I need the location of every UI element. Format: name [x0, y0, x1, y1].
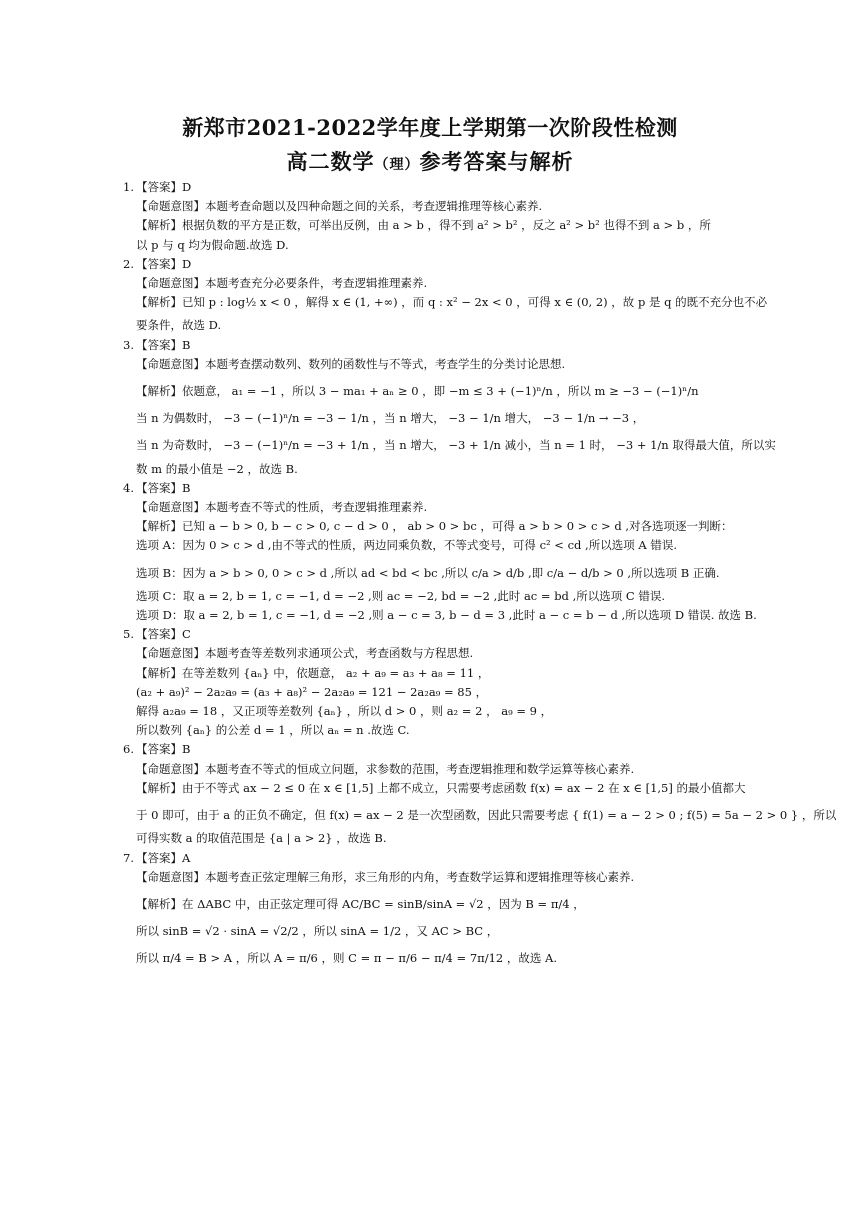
intent-line: 【命题意图】本题考查命题以及四种命题之间的关系，考查逻辑推理等核心素养.: [136, 199, 543, 214]
answer-label: 【答案】B: [136, 480, 191, 495]
analysis-line: 所以 sinB = √2 · sinA = √2/2 ，所以 sinA = 1/2 ，又 AC > BC ，: [136, 924, 499, 939]
subtitle-main: 高二数学: [286, 149, 375, 174]
analysis-line: 可得实数 a 的取值范围是 {a | a > 2} ，故选 B.: [136, 831, 387, 846]
subtitle-tail: 参考答案与解析: [419, 149, 574, 174]
analysis-line: 【解析】已知 p : log½ x < 0 ，解得 x ∈ (1, +∞) ，而 q : x² − 2x < 0 ，可得 x ∈ (0, 2) ，故 p 是 q 的既不充分也不必: [136, 295, 768, 310]
question-6: [116, 740, 837, 848]
analysis-line: 【解析】在 ΔABC 中，由正弦定理可得 AC/BC = sinB/sinA = √2 ，因为 B = π/4 ，: [136, 896, 585, 911]
analysis-line: 于 0 即可，由于 a 的正负不确定，但 f(x) = ax − 2 是一次型函数，因此只需要考虑 { f(1) = a − 2 > 0 ; f(5) = 5a − 2 > 0 } ，所以: [136, 808, 837, 823]
question-5: [116, 625, 736, 740]
question-number: 6.: [123, 742, 134, 757]
intent-line: 【命题意图】本题考查等差数列求通项公式，考查函数与方程思想.: [136, 646, 474, 661]
answer-label: 【答案】A: [136, 850, 191, 865]
analysis-line: 以 p 与 q 均为假命题.故选 D.: [136, 237, 289, 252]
subtitle-paren: （理）: [374, 157, 420, 173]
question-number: 3.: [123, 337, 134, 352]
analysis-line: 【解析】已知 a − b > 0, b − c > 0, c − d > 0 ， ab > 0 > bc ，可得 a > b > 0 > c > d ,对各选项逐一判断：: [136, 519, 733, 534]
intent-line: 【命题意图】本题考查不等式的性质，考查逻辑推理素养.: [136, 500, 428, 515]
answer-label: 【答案】B: [136, 337, 191, 352]
analysis-line: 解得 a₂a₉ = 18 ，又正项等差数列 {aₙ} ，所以 d > 0 ，则 a₂ = 2 ， a₉ = 9 ，: [136, 704, 553, 719]
analysis-line: 所以 π/4 = B > A ，所以 A = π/6 ，则 C = π − π/6 − π/4 = 7π/12 ，故选 A.: [136, 951, 557, 966]
answer-label: 【答案】D: [136, 180, 192, 194]
question-number: 7.: [123, 850, 134, 865]
question-7: [116, 849, 736, 969]
intent-line: 【命题意图】本题考查充分必要条件，考查逻辑推理素养.: [136, 276, 428, 291]
question-3: [116, 336, 776, 479]
analysis-line: 当 n 为奇数时， −3 − (−1)ⁿ/n = −3 + 1/n ，当 n 增大， −3 + 1/n 减小，当 n = 1 时， −3 + 1/n 取得最大值，所以实: [136, 438, 776, 453]
intent-line: 【命题意图】本题考查正弦定理解三角形，求三角形的内角，考查数学运算和逻辑推理等核心素养.: [136, 869, 635, 884]
option-line: 选项 A：因为 0 > c > d ,由不等式的性质，两边同乘负数，不等式变号，可得 c² < cd ,所以选项 A 错误.: [136, 538, 677, 553]
question-number: 4.: [123, 480, 134, 495]
answer-label: 【答案】D: [136, 256, 192, 271]
analysis-line: 【解析】根据负数的平方是正数，可举出反例，由 a > b ，得不到 a² > b² ，反之 a² > b² 也得不到 a > b ，所: [136, 218, 711, 233]
question-number: 1.: [123, 180, 134, 194]
answer-list: [116, 178, 837, 969]
option-line: 选项 C：取 a = 2, b = 1, c = −1, d = −2 ,则 ac = −2, bd = −2 ,此时 ac = bd ,所以选项 C 错误.: [136, 588, 665, 603]
analysis-line: 【解析】依题意， a₁ = −1 ，所以 3 − ma₁ + aₙ ≥ 0 ，即 −m ≤ 3 + (−1)ⁿ/n ，所以 m ≥ −3 − (−1)ⁿ/n: [136, 384, 699, 399]
analysis-line: 要条件，故选 D.: [136, 318, 222, 333]
document-subtitle: [0, 146, 860, 176]
question-4: [116, 479, 757, 625]
question-1: [116, 178, 736, 255]
answer-label: 【答案】B: [136, 742, 191, 757]
analysis-line: 所以数列 {aₙ} 的公差 d = 1 ，所以 aₙ = n .故选 C.: [136, 723, 410, 738]
analysis-line: 【解析】由于不等式 ax − 2 ≤ 0 在 x ∈ [1,5] 上都不成立，只需要考虑函数 f(x) = ax − 2 在 x ∈ [1,5] 的最小值都大: [136, 780, 746, 795]
intent-line: 【命题意图】本题考查摆动数列、数列的函数性与不等式，考查学生的分类讨论思想.: [136, 356, 566, 371]
analysis-line: (a₂ + a₉)² − 2a₂a₉ = (a₃ + a₈)² − 2a₂a₉ = 121 − 2a₂a₉ = 85 ，: [136, 684, 488, 699]
option-line: 选项 B：因为 a > b > 0, 0 > c > d ,所以 ad < bd < bc ,所以 c/a > d/b ,即 c/a − d/b > 0 ,所以选项 B 正确.: [136, 565, 720, 580]
analysis-line: 【解析】在等差数列 {aₙ} 中，依题意， a₂ + a₉ = a₃ + a₈ = 11 ，: [136, 665, 490, 680]
option-line: 选项 D：取 a = 2, b = 1, c = −1, d = −2 ,则 a − c = 3, b − d = 3 ,此时 a − c = b − d ,所以选项 D 错误. 故选 B.: [136, 608, 757, 623]
question-number: 2.: [123, 256, 134, 271]
intent-line: 【命题意图】本题考查不等式的恒成立问题，求参数的范围，考查逻辑推理和数学运算等核心素养.: [136, 761, 635, 776]
analysis-line: 当 n 为偶数时， −3 − (−1)ⁿ/n = −3 − 1/n ，当 n 增大， −3 − 1/n 增大， −3 − 1/n → −3 ，: [136, 411, 645, 426]
question-2: [116, 255, 768, 336]
document-title: 新郑市2021-2022学年度上学期第一次阶段性检测: [182, 115, 678, 140]
question-number: 5.: [123, 627, 134, 642]
answer-label: 【答案】C: [136, 627, 191, 642]
analysis-line: 数 m 的最小值是 −2 ，故选 B.: [136, 461, 298, 476]
